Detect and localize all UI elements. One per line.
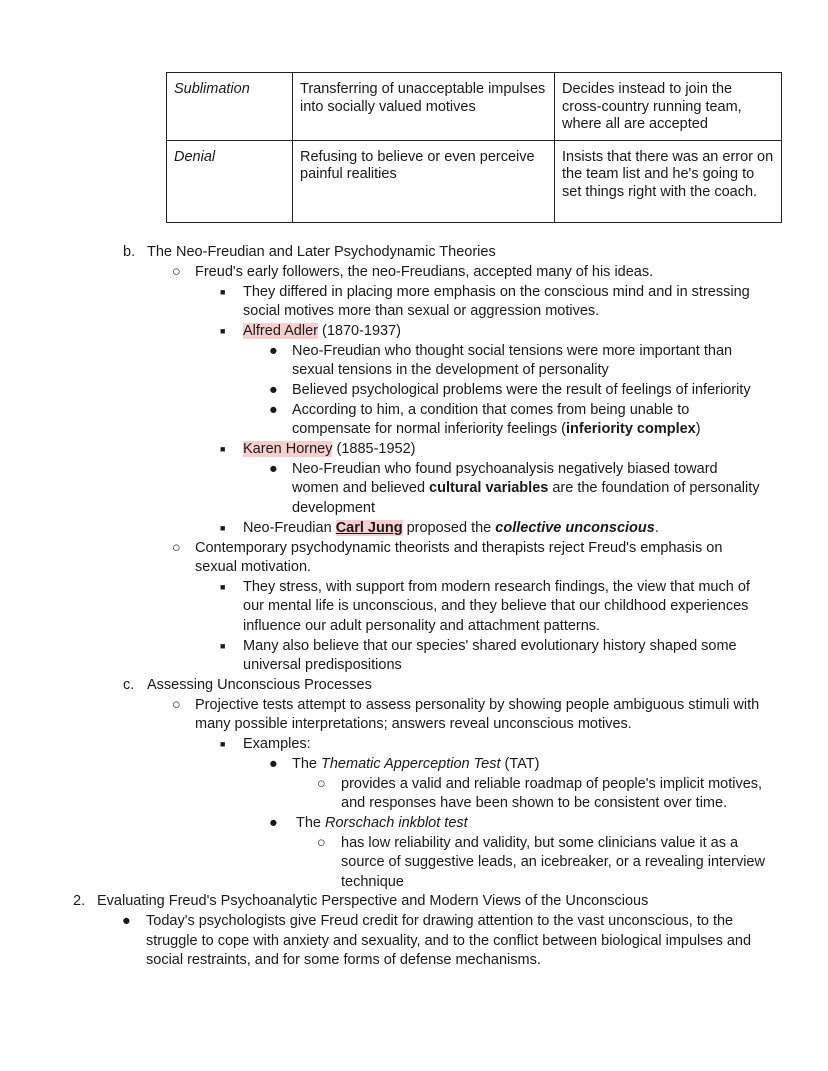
sec-b-point-2-l2: sexual motivation. (195, 559, 312, 575)
adler-point-1-l2: sexual tensions in the development of personality (292, 362, 609, 378)
rorschach-point-l2: source of suggestive leads, an icebreaker, or a revealing interview (341, 854, 765, 870)
adler-point-2: Believed psychological problems were the result of feelings of inferiority (292, 382, 751, 398)
square-bullet-icon: ■ (220, 523, 226, 533)
sec-b-point-1: Freud's early followers, the neo-Freudians, accepted many of his ideas. (195, 264, 654, 280)
jung-name-text: Carl Jung (335, 520, 403, 536)
circle-bullet-icon: ○ (172, 264, 181, 280)
adler-point-1-l1: Neo-Freudian who thought social tensions were more important than (292, 343, 733, 359)
dot-bullet-icon: ● (122, 913, 131, 929)
horney-point-l1: Neo-Freudian who found psychoanalysis negatively biased toward (292, 461, 718, 477)
adler-point-3-l2 (292, 420, 701, 440)
horney-point-l2 (292, 479, 760, 499)
section-2-title: Evaluating Freud's Psychoanalytic Perspective and Modern Views of the Unconscious (97, 893, 649, 909)
collective-unconscious-term: collective unconscious (495, 520, 655, 536)
inferiority-complex-term: inferiority complex (566, 421, 696, 437)
sec-b-p2-sub1-l3: influence our adult personality and attachment patterns. (243, 618, 601, 634)
text-run: The (292, 756, 322, 772)
square-bullet-icon: ■ (220, 641, 226, 651)
section-2-marker: 2. (73, 893, 86, 909)
adler-point-3-l1: According to him, a condition that comes from being unable to (292, 402, 690, 418)
text-run: proposed the (402, 520, 496, 536)
tat-point-l2: and responses have been shown to be consistent over time. (341, 795, 728, 811)
sec-b-point-2-l1: Contemporary psychodynamic theorists and therapists reject Freud's emphasis on (195, 540, 723, 556)
adler-heading (243, 322, 401, 342)
jung-name (336, 520, 403, 536)
circle-bullet-icon: ○ (172, 697, 181, 713)
rorschach-point-l1: has low reliability and validity, but some clinicians value it as a (341, 835, 739, 851)
sec-b-p1-sub1-l2: social motives more than sexual or aggression motives. (243, 303, 600, 319)
text-run: . (654, 520, 659, 536)
table-cell-example: Decides instead to join the cross-country running team, where all are accepted (555, 73, 782, 141)
rorschach-name: Rorschach inkblot test (325, 815, 468, 831)
dot-bullet-icon: ● (269, 461, 278, 477)
horney-dates: (1885-1952) (332, 441, 416, 457)
text-run: The (296, 815, 326, 831)
table-cell-term: Denial (167, 140, 293, 222)
jung-line (243, 519, 659, 539)
square-bullet-icon: ■ (220, 326, 226, 336)
sec-b-p2-sub2-l1: Many also believe that our species' shared evolutionary history shaped some (243, 638, 737, 654)
defense-mechanisms-table (166, 72, 782, 223)
square-bullet-icon: ■ (220, 444, 226, 454)
sec-b-p2-sub1-l2: our mental life is unconscious, and they believe that our childhood experiences (243, 598, 749, 614)
square-bullet-icon: ■ (220, 287, 226, 297)
rorschach-point-l3: technique (341, 874, 404, 890)
table-cell-description: Transferring of unacceptable impulses into socially valued motives (293, 73, 555, 141)
text-run: (TAT) (500, 756, 540, 772)
text-run: compensate for normal inferiority feelings ( (292, 421, 567, 437)
square-bullet-icon: ■ (220, 739, 226, 749)
tat-name: Thematic Apperception Test (321, 756, 501, 772)
section-c-marker: c. (123, 677, 135, 693)
rorschach-heading (296, 814, 468, 834)
square-bullet-icon: ■ (220, 582, 226, 592)
dot-bullet-icon: ● (269, 756, 278, 772)
section-c-title: Assessing Unconscious Processes (147, 677, 372, 693)
table-cell-description: Refusing to believe or even perceive painful realities (293, 140, 555, 222)
circle-bullet-icon: ○ (317, 835, 326, 851)
section-b-marker: b. (123, 244, 136, 260)
text-run: Neo-Freudian (243, 520, 336, 536)
dot-bullet-icon: ● (269, 815, 278, 831)
section-b-title: The Neo-Freudian and Later Psychodynamic Theories (147, 244, 496, 260)
sec-b-p1-sub1-l1: They differed in placing more emphasis on the conscious mind and in stressing (243, 284, 750, 300)
examples-label: Examples: (243, 736, 311, 752)
table-row (167, 140, 782, 222)
cultural-variables-term: cultural variables (429, 480, 549, 496)
circle-bullet-icon: ○ (317, 776, 326, 792)
text-run: ) (695, 421, 701, 437)
sec-b-p2-sub1-l1: They stress, with support from modern research findings, the view that much of (243, 579, 750, 595)
dot-bullet-icon: ● (269, 343, 278, 359)
tat-point-l1: provides a valid and reliable roadmap of people's implicit motives, (341, 776, 763, 792)
dot-bullet-icon: ● (269, 402, 278, 418)
adler-name: Alfred Adler (243, 323, 318, 339)
table-row (167, 73, 782, 141)
text-run: women and believed (292, 480, 430, 496)
text-run: are the foundation of personality (548, 480, 760, 496)
sec-2-point-l3: social restraints, and for some forms of defense mechanisms. (146, 952, 541, 968)
tat-heading (292, 755, 539, 775)
horney-point-l3: development (292, 500, 376, 516)
adler-dates: (1870-1937) (317, 323, 401, 339)
sec-c-point-l2: many possible interpretations; answers reveal unconscious motives. (195, 716, 632, 732)
circle-bullet-icon: ○ (172, 540, 181, 556)
sec-2-point-l2: struggle to cope with anxiety and sexuality, and to the conflict between biological impulses and (146, 933, 752, 949)
table-cell-term: Sublimation (167, 73, 293, 141)
dot-bullet-icon: ● (269, 382, 278, 398)
sec-b-p2-sub2-l2: universal predispositions (243, 657, 402, 673)
sec-c-point-l1: Projective tests attempt to assess personality by showing people ambiguous stimuli with (195, 697, 760, 713)
table-cell-example: Insists that there was an error on the team list and he's going to set things right with the coach. (555, 140, 782, 222)
horney-heading (243, 440, 416, 460)
horney-name: Karen Horney (243, 441, 333, 457)
sec-2-point-l1: Today's psychologists give Freud credit for drawing attention to the vast unconscious, to the (146, 913, 734, 929)
